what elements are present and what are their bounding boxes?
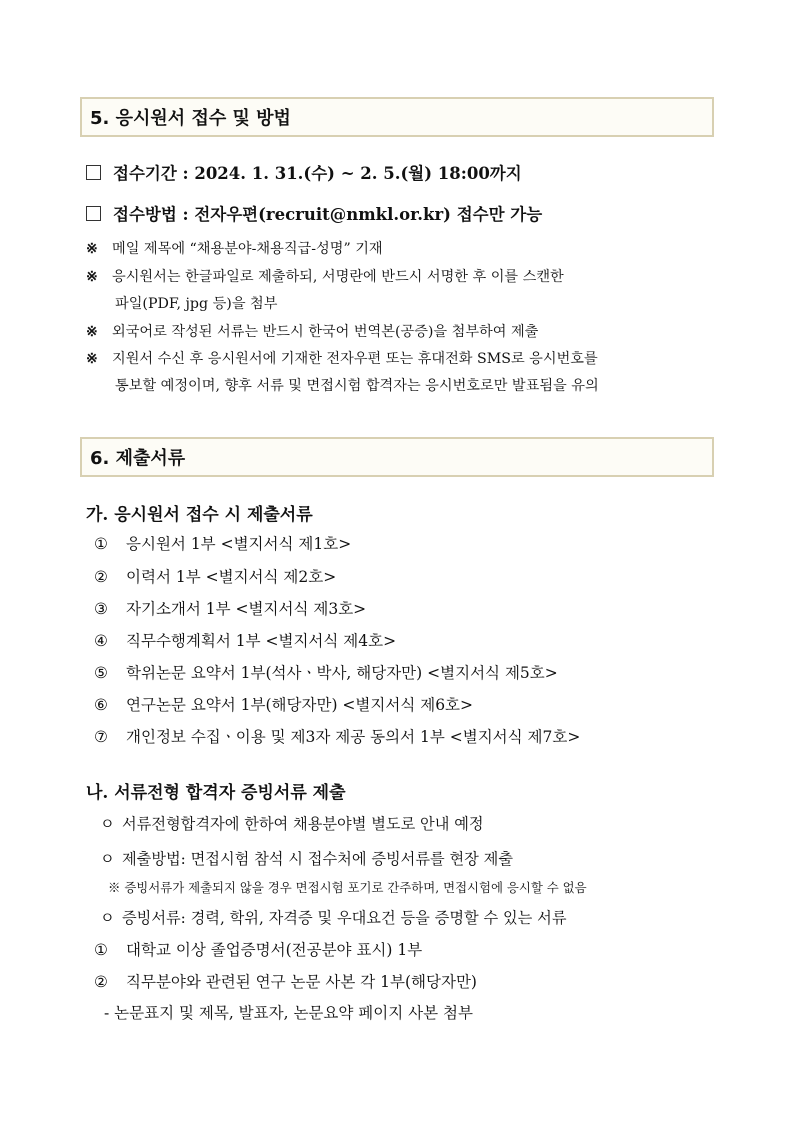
- list-item: ④ 직무수행계획서 1부 <별지서식 제4호>: [94, 632, 397, 650]
- list-item: ㅇ 서류전형합격자에 한하여 채용분야별 별도로 안내 예정: [100, 815, 484, 833]
- list-item: ② 이력서 1부 <별지서식 제2호>: [94, 568, 337, 586]
- note-item: ※ 지원서 수신 후 응시원서에 기재한 전자우편 또는 휴대전화 SMS로 응시번호를: [86, 351, 598, 367]
- list-item: ① 대학교 이상 졸업증명서(전공분야 표시) 1부: [94, 941, 423, 959]
- note-item-continued: 파일(PDF, jpg 등)을 첨부: [115, 296, 278, 312]
- application-method: [86, 201, 542, 225]
- circle-bullet-icon: ㅇ: [100, 815, 115, 833]
- application-method-text: 접수방법 : 전자우편(recruit@nmkl.or.kr) 접수만 가능: [113, 205, 543, 224]
- section-6-title: 6. 제출서류: [90, 448, 186, 469]
- reference-mark-icon: ※: [86, 324, 98, 340]
- reference-mark-icon: ※: [86, 269, 98, 285]
- reference-mark-icon: ※: [86, 351, 98, 367]
- section-5-header: [80, 97, 714, 137]
- list-item: ⑥ 연구논문 요약서 1부(해당자만) <별지서식 제6호>: [94, 696, 474, 714]
- list-item: ② 직무분야와 관련된 연구 논문 사본 각 1부(해당자만): [94, 973, 477, 991]
- list-item: ⑤ 학위논문 요약서 1부(석사ㆍ박사, 해당자만) <별지서식 제5호>: [94, 664, 558, 682]
- section-6-header: [80, 437, 714, 477]
- note-item: ※ 외국어로 작성된 서류는 반드시 한국어 번역본(공증)을 첨부하여 제출: [86, 324, 539, 340]
- circle-bullet-icon: ㅇ: [100, 850, 115, 868]
- subsection-a-title: 가. 응시원서 접수 시 제출서류: [86, 505, 313, 525]
- subsection-b-title: 나. 서류전형 합격자 증빙서류 제출: [86, 783, 346, 803]
- note-item-continued: 통보할 예정이며, 향후 서류 및 면접시험 합격자는 응시번호로만 발표됨을 유의: [115, 378, 599, 394]
- reference-mark-icon: ※: [86, 241, 98, 257]
- checkbox-square-icon: [86, 165, 101, 180]
- list-item: ㅇ 제출방법: 면접시험 참석 시 접수처에 증빙서류를 현장 제출: [100, 850, 514, 868]
- submission-note: ※ 증빙서류가 제출되지 않을 경우 면접시험 포기로 간주하며, 면접시험에 응시할 수 없음: [108, 880, 587, 895]
- list-item: ⑦ 개인정보 수집ㆍ이용 및 제3자 제공 동의서 1부 <별지서식 제7호>: [94, 728, 581, 746]
- dash-item: - 논문표지 및 제목, 발표자, 논문요약 페이지 사본 첨부: [104, 1004, 473, 1022]
- list-item: ③ 자기소개서 1부 <별지서식 제3호>: [94, 600, 367, 618]
- circle-bullet-icon: ㅇ: [100, 909, 115, 927]
- checkbox-square-icon: [86, 206, 101, 221]
- list-item: ㅇ 증빙서류: 경력, 학위, 자격증 및 우대요건 등을 증명할 수 있는 서류: [100, 909, 567, 927]
- application-period-text: 접수기간 : 2024. 1. 31.(수) ~ 2. 5.(월) 18:00까지: [113, 164, 522, 183]
- list-item: ① 응시원서 1부 <별지서식 제1호>: [94, 535, 352, 553]
- application-period: [86, 160, 522, 184]
- note-item: ※ 메일 제목에 “채용분야-채용직급-성명” 기재: [86, 241, 383, 257]
- section-5-title: 5. 응시원서 접수 및 방법: [90, 108, 291, 129]
- note-item: ※ 응시원서는 한글파일로 제출하되, 서명란에 반드시 서명한 후 이를 스캔한: [86, 269, 564, 285]
